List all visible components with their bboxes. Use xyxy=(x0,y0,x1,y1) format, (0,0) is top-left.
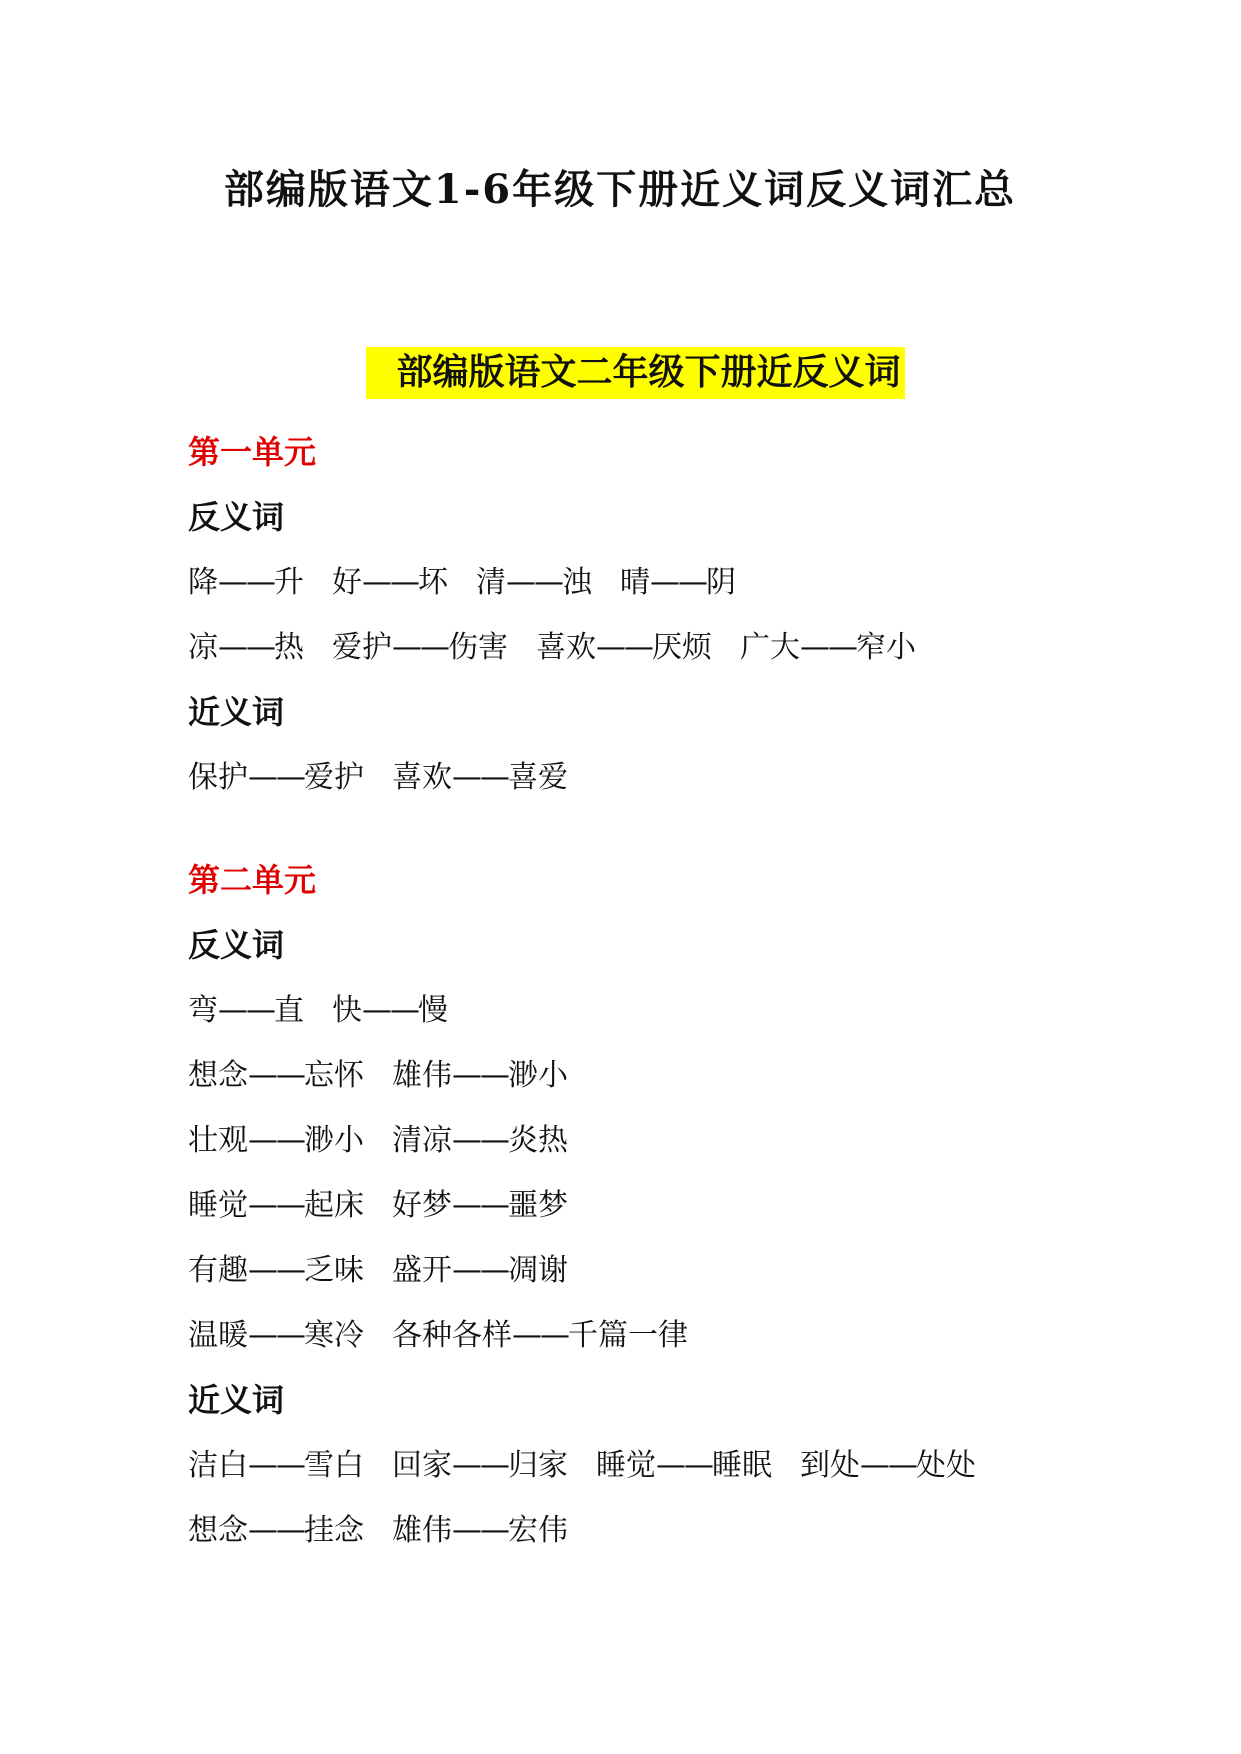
pair-dash: —— xyxy=(248,1448,304,1483)
subtitle-wrap xyxy=(0,347,1241,399)
word-left: 温暖 xyxy=(188,1318,248,1353)
word-pair xyxy=(392,1303,688,1368)
word-pair-line xyxy=(188,550,1088,615)
pair-dash: —— xyxy=(452,1253,508,1288)
pair-dash: —— xyxy=(452,1058,508,1093)
word-pair xyxy=(332,978,448,1043)
word-pair xyxy=(392,1238,568,1303)
word-pair xyxy=(740,615,916,680)
pair-dash: —— xyxy=(452,1188,508,1223)
word-pair xyxy=(392,1498,568,1563)
word-left: 广大 xyxy=(740,630,800,665)
word-left: 想念 xyxy=(188,1058,248,1093)
group-title: 反义词 xyxy=(188,926,285,964)
word-right: 噩梦 xyxy=(508,1188,568,1223)
word-pair xyxy=(536,615,712,680)
word-right: 乏味 xyxy=(304,1253,364,1288)
grade-subtitle: 部编版语文二年级下册近反义词 xyxy=(366,347,904,399)
word-left: 想念 xyxy=(188,1513,248,1548)
pair-dash: —— xyxy=(800,630,856,665)
document-title: 部编版语文1-6年级下册近义词反义词汇总 xyxy=(223,166,1017,213)
word-pair xyxy=(188,745,364,810)
word-left: 盛开 xyxy=(392,1253,452,1288)
word-pair-line xyxy=(188,1498,1088,1563)
word-right: 浊 xyxy=(562,565,592,600)
word-right: 厌烦 xyxy=(652,630,712,665)
word-right: 挂念 xyxy=(304,1513,364,1548)
word-left: 保护 xyxy=(188,760,248,795)
word-right: 宏伟 xyxy=(508,1513,568,1548)
pair-dash: —— xyxy=(248,1253,304,1288)
word-pair xyxy=(332,615,508,680)
word-left: 爱护 xyxy=(332,630,392,665)
group-title: 反义词 xyxy=(188,498,285,536)
word-left: 洁白 xyxy=(188,1448,248,1483)
word-right: 处处 xyxy=(916,1448,976,1483)
word-pair xyxy=(476,550,592,615)
word-group xyxy=(188,680,1088,810)
word-left: 弯 xyxy=(188,993,218,1028)
word-pair xyxy=(392,1433,568,1498)
word-right: 窄小 xyxy=(856,630,916,665)
pair-dash: —— xyxy=(362,565,418,600)
pair-dash: —— xyxy=(656,1448,712,1483)
word-left: 快 xyxy=(332,993,362,1028)
word-pair xyxy=(392,1173,568,1238)
word-pair xyxy=(188,1498,364,1563)
word-right: 爱护 xyxy=(304,760,364,795)
word-right: 睡眠 xyxy=(712,1448,772,1483)
word-left: 雄伟 xyxy=(392,1513,452,1548)
word-left: 降 xyxy=(188,565,218,600)
unit-title: 第一单元 xyxy=(188,433,317,471)
word-pair xyxy=(188,978,304,1043)
word-pair-line xyxy=(188,745,1088,810)
word-pair xyxy=(392,745,568,810)
word-left: 睡觉 xyxy=(596,1448,656,1483)
word-group xyxy=(188,1368,1088,1563)
pair-dash: —— xyxy=(218,993,274,1028)
pair-dash: —— xyxy=(452,1513,508,1548)
word-right: 直 xyxy=(274,993,304,1028)
word-left: 清凉 xyxy=(392,1123,452,1158)
word-left: 凉 xyxy=(188,630,218,665)
word-right: 坏 xyxy=(418,565,448,600)
word-right: 喜爱 xyxy=(508,760,568,795)
word-right: 凋谢 xyxy=(508,1253,568,1288)
word-pair xyxy=(188,1173,364,1238)
word-left: 喜欢 xyxy=(536,630,596,665)
word-right: 热 xyxy=(274,630,304,665)
word-left: 回家 xyxy=(392,1448,452,1483)
pair-dash: —— xyxy=(248,1058,304,1093)
word-group xyxy=(188,913,1088,1368)
units-content xyxy=(188,420,1088,1563)
pair-dash: —— xyxy=(452,1448,508,1483)
pair-dash: —— xyxy=(452,1123,508,1158)
word-left: 好 xyxy=(332,565,362,600)
word-pair xyxy=(800,1433,976,1498)
group-title: 近义词 xyxy=(188,693,285,731)
pair-dash: —— xyxy=(506,565,562,600)
pair-dash: —— xyxy=(218,565,274,600)
word-right: 千篇一律 xyxy=(568,1318,688,1353)
word-pair-line xyxy=(188,615,1088,680)
word-left: 睡觉 xyxy=(188,1188,248,1223)
word-pair xyxy=(392,1108,568,1173)
pair-dash: —— xyxy=(512,1318,568,1353)
unit-section xyxy=(188,848,1088,1563)
word-right: 寒冷 xyxy=(304,1318,364,1353)
word-pair xyxy=(596,1433,772,1498)
word-pair xyxy=(188,1238,364,1303)
pair-dash: —— xyxy=(218,630,274,665)
word-pair-line xyxy=(188,1043,1088,1108)
word-right: 炎热 xyxy=(508,1123,568,1158)
word-right: 升 xyxy=(274,565,304,600)
unit-section xyxy=(188,420,1088,810)
word-right: 阴 xyxy=(706,565,736,600)
word-pair xyxy=(332,550,448,615)
word-pair-line xyxy=(188,1238,1088,1303)
pair-dash: —— xyxy=(248,1123,304,1158)
pair-dash: —— xyxy=(860,1448,916,1483)
word-right: 雪白 xyxy=(304,1448,364,1483)
word-left: 到处 xyxy=(800,1448,860,1483)
pair-dash: —— xyxy=(248,1318,304,1353)
pair-dash: —— xyxy=(248,760,304,795)
word-right: 忘怀 xyxy=(304,1058,364,1093)
word-pair xyxy=(188,1303,364,1368)
unit-title: 第二单元 xyxy=(188,861,317,899)
word-pair xyxy=(188,550,304,615)
word-pair xyxy=(188,1043,364,1108)
word-pair xyxy=(392,1043,568,1108)
word-left: 有趣 xyxy=(188,1253,248,1288)
word-pair xyxy=(188,615,304,680)
word-right: 慢 xyxy=(418,993,448,1028)
word-pair xyxy=(188,1108,364,1173)
word-left: 好梦 xyxy=(392,1188,452,1223)
word-group xyxy=(188,485,1088,680)
word-pair-line xyxy=(188,1108,1088,1173)
pair-dash: —— xyxy=(248,1188,304,1223)
word-left: 壮观 xyxy=(188,1123,248,1158)
word-pair-line xyxy=(188,1173,1088,1238)
word-left: 各种各样 xyxy=(392,1318,512,1353)
word-right: 归家 xyxy=(508,1448,568,1483)
pair-dash: —— xyxy=(596,630,652,665)
word-right: 渺小 xyxy=(304,1123,364,1158)
pair-dash: —— xyxy=(650,565,706,600)
word-left: 雄伟 xyxy=(392,1058,452,1093)
pair-dash: —— xyxy=(362,993,418,1028)
word-left: 喜欢 xyxy=(392,760,452,795)
word-pair xyxy=(620,550,736,615)
pair-dash: —— xyxy=(452,760,508,795)
word-pair xyxy=(188,1433,364,1498)
pair-dash: —— xyxy=(392,630,448,665)
word-right: 起床 xyxy=(304,1188,364,1223)
word-right: 渺小 xyxy=(508,1058,568,1093)
group-title: 近义词 xyxy=(188,1381,285,1419)
word-pair-line xyxy=(188,1433,1088,1498)
word-left: 晴 xyxy=(620,565,650,600)
word-right: 伤害 xyxy=(448,630,508,665)
word-pair-line xyxy=(188,978,1088,1043)
word-pair-line xyxy=(188,1303,1088,1368)
word-left: 清 xyxy=(476,565,506,600)
pair-dash: —— xyxy=(248,1513,304,1548)
